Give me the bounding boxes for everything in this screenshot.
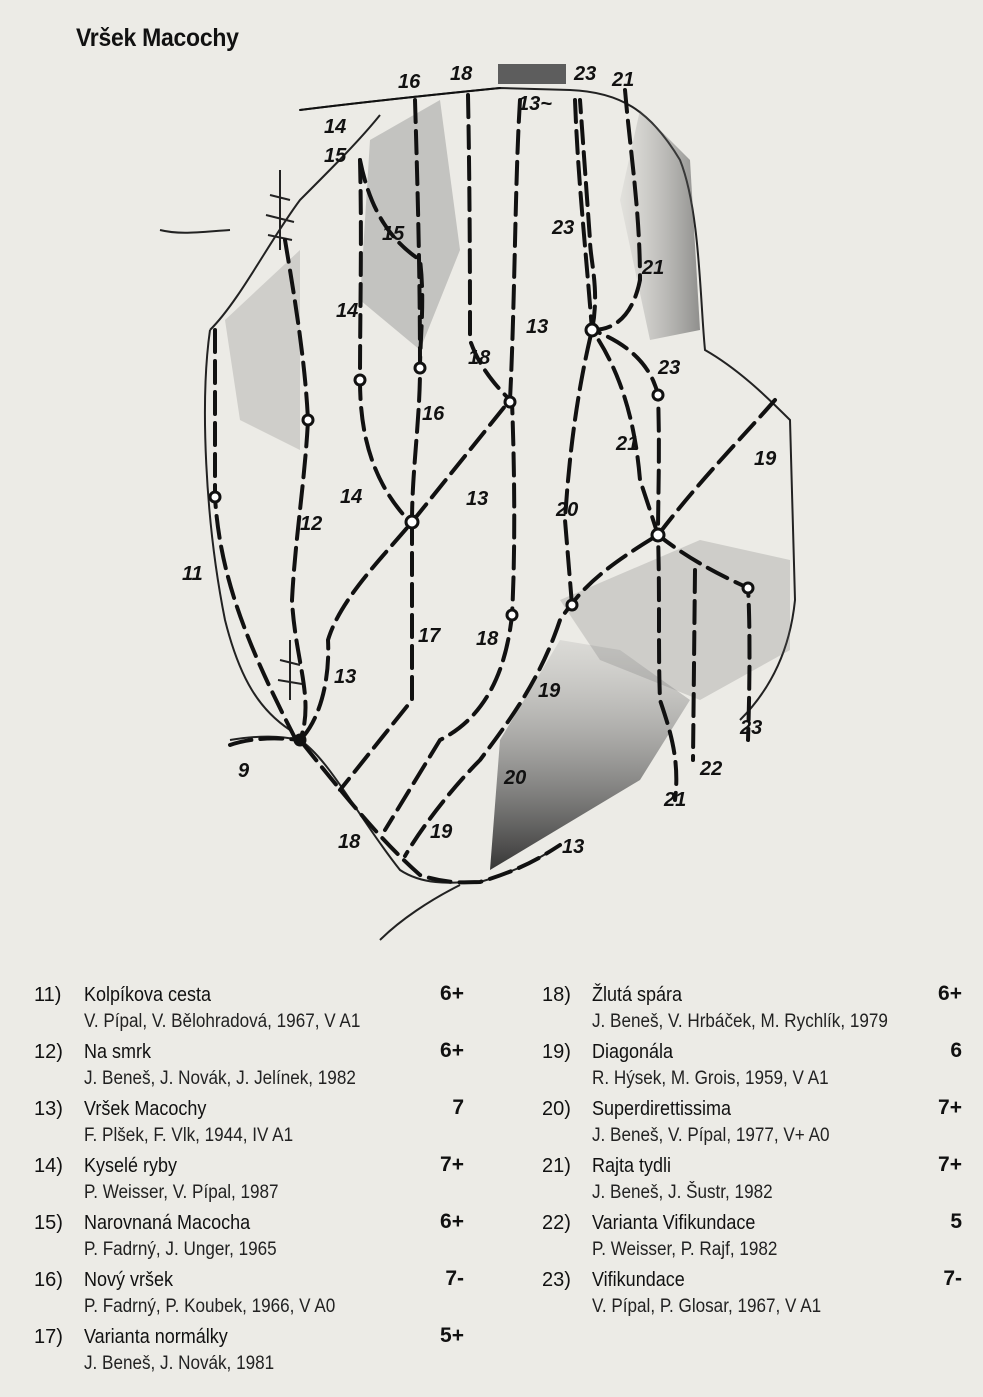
- route-name: Varianta normálky: [84, 1326, 228, 1348]
- label-route-13-top: 13~: [518, 93, 552, 115]
- label-route-18: 18: [468, 347, 491, 369]
- route-entry: [34, 1267, 474, 1324]
- route-authors: P. Fadrný, P. Koubek, 1966, V A0: [84, 1296, 336, 1317]
- label-route-16: 16: [422, 403, 445, 425]
- route-grade: 5+: [440, 1324, 464, 1347]
- route-authors: V. Pípal, V. Bělohradová, 1967, V A1: [84, 1011, 361, 1032]
- route-number: 13): [34, 1098, 63, 1120]
- label-route-14-top: 14: [324, 116, 347, 138]
- route-name: Kolpíkova cesta: [84, 984, 212, 1006]
- route-entry: [34, 1039, 474, 1096]
- route-grade: 7-: [943, 1267, 962, 1290]
- route-legend-right: [542, 982, 972, 1324]
- label-route-23-mid: 23: [658, 357, 681, 379]
- label-route-13: 13: [526, 316, 549, 338]
- route-name: Kyselé ryby: [84, 1155, 178, 1177]
- route-entry: [542, 982, 972, 1039]
- route-number: 23): [542, 1269, 571, 1291]
- route-grade: 6+: [938, 982, 962, 1005]
- route-grade: 6: [950, 1039, 962, 1062]
- route-name: Žlutá spára: [592, 984, 683, 1006]
- label-route-21-bottom: 21: [664, 789, 687, 811]
- route-name: Rajta tydli: [592, 1155, 672, 1177]
- route-authors: J. Beneš, V. Hrbáček, M. Rychlík, 1979: [592, 1011, 888, 1032]
- route-entry: [34, 1210, 474, 1267]
- route-number: 17): [34, 1326, 63, 1348]
- label-route-13-mid: 13: [466, 488, 489, 510]
- rock-outline: [160, 88, 795, 940]
- route-name: Na smrk: [84, 1041, 152, 1063]
- route-entry: [34, 1324, 474, 1381]
- label-route-19: 19: [538, 680, 561, 702]
- route-authors: P. Fadrný, J. Unger, 1965: [84, 1239, 277, 1260]
- route-legend-left: [34, 982, 474, 1381]
- label-route-23: 23: [552, 217, 575, 239]
- label-route-20-bottom: 20: [504, 767, 527, 789]
- route-number: 20): [542, 1098, 571, 1120]
- label-route-23-bottom: 23: [740, 717, 763, 739]
- route-entry: [542, 1210, 972, 1267]
- route-entry: [542, 1096, 972, 1153]
- route-grade: 7: [452, 1096, 464, 1119]
- label-route-20: 20: [556, 499, 579, 521]
- route-authors: J. Beneš, V. Pípal, 1977, V+ A0: [592, 1125, 830, 1146]
- label-route-21-top: 21: [612, 69, 635, 91]
- route-authors: J. Beneš, J. Novák, 1981: [84, 1353, 275, 1374]
- route-grade: 7-: [445, 1267, 464, 1290]
- route-entry: [542, 1039, 972, 1096]
- label-route-16-top: 16: [398, 71, 421, 93]
- route-entry: [34, 1096, 474, 1153]
- label-route-21-mid: 21: [616, 433, 639, 455]
- label-route-17: 17: [418, 625, 441, 647]
- route-entry: [542, 1267, 972, 1324]
- route-authors: F. Plšek, F. Vlk, 1944, IV A1: [84, 1125, 294, 1146]
- route-name: Diagonála: [592, 1041, 674, 1063]
- route-number: 22): [542, 1212, 571, 1234]
- route-number: 19): [542, 1041, 571, 1063]
- route-grade: 6+: [440, 1210, 464, 1233]
- route-number: 21): [542, 1155, 571, 1177]
- route-name: Vršek Macochy: [84, 1098, 207, 1120]
- route-authors: P. Weisser, P. Rajf, 1982: [592, 1239, 778, 1260]
- route-name: Vifikundace: [592, 1269, 685, 1291]
- label-route-12: 12: [300, 513, 323, 535]
- label-route-9: 9: [238, 760, 250, 782]
- page-title: Vršek Macochy: [76, 24, 239, 52]
- label-route-15: 15: [382, 223, 405, 245]
- route-name: Varianta Vifikundace: [592, 1212, 756, 1234]
- route-authors: J. Beneš, J. Šustr, 1982: [592, 1182, 773, 1203]
- route-authors: P. Weisser, V. Pípal, 1987: [84, 1182, 279, 1203]
- route-name: Narovnaná Macocha: [84, 1212, 251, 1234]
- route-authors: V. Pípal, P. Glosar, 1967, V A1: [592, 1296, 822, 1317]
- label-route-18-mid: 18: [476, 628, 499, 650]
- route-entry: [542, 1153, 972, 1210]
- label-route-21: 21: [642, 257, 665, 279]
- label-route-13-bottom: 13: [562, 836, 585, 858]
- label-route-23-top: 23: [574, 63, 597, 85]
- route-entry: [34, 982, 474, 1039]
- route-grade: 6+: [440, 1039, 464, 1062]
- label-route-14-mid: 14: [340, 486, 363, 508]
- label-route-14: 14: [336, 300, 359, 322]
- label-route-18-bottom: 18: [338, 831, 361, 853]
- label-route-11: 11: [182, 563, 203, 585]
- route-grade: 7+: [938, 1153, 962, 1176]
- route-name: Superdirettissima: [592, 1098, 732, 1120]
- label-route-19-bottom: 19: [430, 821, 453, 843]
- route-number: 15): [34, 1212, 63, 1234]
- label-route-22: 22: [700, 758, 723, 780]
- route-authors: R. Hýsek, M. Grois, 1959, V A1: [592, 1068, 829, 1089]
- route-number: 14): [34, 1155, 63, 1177]
- route-authors: J. Beneš, J. Novák, J. Jelínek, 1982: [84, 1068, 356, 1089]
- route-number: 16): [34, 1269, 63, 1291]
- label-route-15-top: 15: [324, 145, 347, 167]
- route-grade: 7+: [938, 1096, 962, 1119]
- route-grade: 6+: [440, 982, 464, 1005]
- route-name: Nový vršek: [84, 1269, 174, 1291]
- label-route-19-top: 19: [754, 448, 777, 470]
- label-route-13-low: 13: [334, 666, 357, 688]
- route-grade: 5: [950, 1210, 962, 1233]
- route-entry: [34, 1153, 474, 1210]
- label-route-18-top: 18: [450, 63, 473, 85]
- route-number: 18): [542, 984, 571, 1006]
- route-number: 12): [34, 1041, 63, 1063]
- route-number: 11): [34, 984, 62, 1006]
- route-grade: 7+: [440, 1153, 464, 1176]
